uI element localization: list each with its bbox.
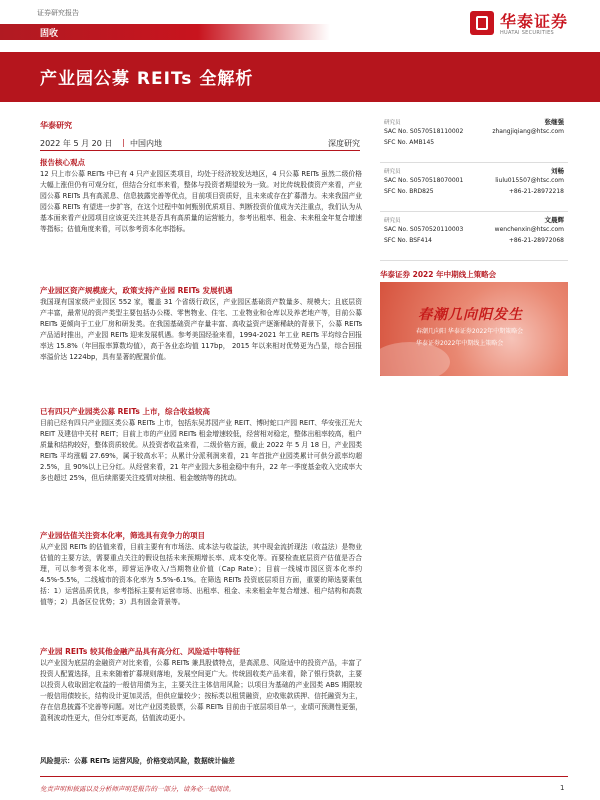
risk-warning: 风险提示：公募 REITs 运营风险，价格变动风险，数据统计偏差 bbox=[40, 757, 235, 765]
analyst-sac: SAC No. S0570520110003 bbox=[384, 226, 464, 233]
analyst-sfc: SFC No. BRD825 bbox=[384, 188, 434, 195]
huatai-logo bbox=[470, 8, 590, 42]
section-heading: 产业园估值关注资本化率，筛选具有竞争力的项目 bbox=[40, 531, 205, 540]
section-paragraph: 目前已经有四只产业园区类公募 REITs 上市，包括东吴苏园产业 REIT、博时蛇口产园 REIT、华安张江光大 REIT 及建信中关村 REIT；目前上市的产业园 REITs 租金增速较低，经营相对稳定，整体出租率较高，租户质量和结构较好，整体资质较优。从投资者收益来看，二级价格方面，截止 2022 年 5 月 18 日，产业园类 REITs 平均涨幅 27.69%，属于较高水平；从累计分派利润来看，21 年首批产业园类累计可供分派率均超 2.5%，且 90%以上已分红。从经营来看，21 年产业园大多租金稳中有升，22 年一季度基金收入完成率大多也超过 25%，但后续需要关注疫情对续租、租金缴纳等的扰动。 bbox=[40, 419, 362, 482]
analyst-card bbox=[380, 163, 568, 212]
section-paragraph: 我国现有国家级产业园区 552 家，覆盖 31 个省级行政区，产业园区基础资产数量多、规模大；且底层资产丰富，最常见的资产类型主要包括办公楼、零售物业、住宅、工业物业和仓库以及养老地产等，目前公募 REITs 更倾向于工业厂房和研发类。在我国基础资产存量丰富、高收益资产逐渐稀缺的背景下，公募 REITs 产品适时推出，产业园 REITs 迎来发展机遇。参考美国经验来看，1994-2021 年工业 REITs 平均综合回报率达 15.8%（年回报率算数均值），高于各业态均值 117bp， 2015 年以来相对优势更为凸显，综合回报率溢价达 1224bp，具有显著的配置价值。 bbox=[40, 298, 362, 361]
research-org: 华泰研究 bbox=[40, 121, 72, 130]
analyst-name: 刘畅 bbox=[551, 167, 564, 175]
report-date: 2022 年 5 月 20 日 bbox=[40, 139, 113, 148]
promo-subtitle: 春潮几向阳 华泰证券2022年中期策略会 bbox=[416, 328, 524, 335]
section-heading: 已有四只产业园类公募 REITs 上市，综合收益较高 bbox=[40, 407, 210, 416]
category-label: 固收 bbox=[40, 29, 59, 39]
footer-disclaimer: 免责声明和披露以及分析师声明是报告的一部分，请务必一起阅读。 bbox=[40, 785, 235, 793]
logo-english-name: HUATAI SECURITIES bbox=[500, 30, 554, 36]
analyst-card bbox=[380, 212, 568, 261]
analyst-email[interactable]: liulu015507@htsc.com bbox=[495, 177, 564, 184]
analyst-email[interactable]: zhangjiqiang@htsc.com bbox=[492, 128, 564, 135]
analyst-name: 张继强 bbox=[544, 118, 564, 126]
analyst-role: 研究员 bbox=[384, 218, 401, 224]
analyst-sac: SAC No. S0570518070001 bbox=[384, 177, 464, 184]
promo-subtitle: 华泰证券2022年中期线上策略会 bbox=[416, 340, 504, 347]
promo-title: 春潮几向阳发生 bbox=[418, 307, 523, 323]
section-paragraph: 12 只上市公募 REITs 中已有 4 只产业园区类项目，均处于经济较发达地区，4 只公募 REITs 虽然二级价格大幅上涨但仍有可观分红，但结合分红率来看，整体与投资者期望较为一致。对比传统股债资产来看，产业园公募 REITs 具有高派息、信息披露完善等优点，目前项目资质好，且未来或存在扩募潜力。未来我国产业园公募 REITs 有望进一步扩容，在这个过程中如何甄别优质项目、判断投资价值成为关注重点，我们认为从基本面来看产业园项目应该更关注其是否具有高质量的运营能力，参考出租率、租金、未来租金年复合增速等指标；估值角度来看，可以参考资本化率指标。 bbox=[40, 170, 362, 233]
analyst-phone: +86-21-28972068 bbox=[508, 237, 564, 244]
report-region: 中国内地 bbox=[130, 139, 162, 148]
promo-decoration bbox=[380, 342, 450, 376]
report-kind: 深度研究 bbox=[328, 139, 360, 148]
analyst-email[interactable]: wenchenxin@htsc.com bbox=[494, 226, 564, 233]
promo-banner[interactable] bbox=[380, 282, 568, 376]
analyst-sfc: SFC No. BSF414 bbox=[384, 237, 432, 244]
logo-chinese-name: 华泰证券 bbox=[500, 12, 569, 31]
report-title: 产业园公募 REITs 全解析 bbox=[40, 69, 254, 89]
page-number: 1 bbox=[560, 784, 565, 792]
analyst-sac: SAC No. S0570518110002 bbox=[384, 128, 464, 135]
date-separator: | bbox=[122, 138, 125, 147]
promo-heading: 华泰证券 2022 年中期线上策略会 bbox=[380, 270, 497, 279]
section-heading: 产业园 REITs 较其他金融产品具有高分红、风险适中等特征 bbox=[40, 647, 240, 656]
date-line bbox=[40, 136, 360, 151]
analyst-panel bbox=[380, 114, 568, 261]
section-paragraph: 以产业园为底层的金融资产对比来看，公募 REITs 兼具股债特点，是高派息、风险适中的投资产品，丰富了投资人配置选择，且未来随着扩募规则落地，发展空间更广大。传统固收类产品来看，除了银行贷款，主要以投资人收取固定收益的一般信用债为主，主要关注主体信用风险；以项目为基础的产业园类 ABS 期限较一般信用债较长，结构设计更加灵活，但供应量较少；按标类以租赁融资，应收账款质押、信托融资为主，存在信息披露不完善等问题。对比产业园类股票，公募 REITs 目前由于底层项目单一，业绩可预测性更强，盈利波动性更大，但分红率更高，估值波动更小。 bbox=[40, 659, 362, 722]
report-type-label: 证券研究报告 bbox=[37, 9, 79, 17]
logo-icon bbox=[470, 11, 494, 35]
section-heading: 产业园区资产规模庞大，政策支持产业园 REITs 发展机遇 bbox=[40, 286, 233, 295]
section-paragraph: 从产业园 REITs 的估值来看，目前主要有有市场法、成本法与收益法，其中现金流折现法（收益法）是物业估值的主要方法，需要重点关注的假设包括未来预期增长率、成本变化等。而要检查底层资产估值是否合理，可以参考资本化率，即营运净收入/当期物业价值（Cap Rate）；目前一线城市园区资本化率约 4.5%-5.5%，二线城市的资本化率为 5.5%-6.1%。在筛选 REITs 投资底层项目方面，重要的筛选要素包括：1）运营品质优良，参考指标主要有运营市场、出租率、租金、未来租金年复合增速、租户结构和高数值等；2）具备区位优势；3）具有固金背景等。 bbox=[40, 543, 362, 606]
analyst-sfc: SFC No. AMB145 bbox=[384, 139, 435, 146]
analyst-role: 研究员 bbox=[384, 169, 401, 175]
analyst-phone: +86-21-28972218 bbox=[508, 188, 564, 195]
analyst-card bbox=[380, 114, 568, 163]
footer-divider bbox=[40, 776, 568, 777]
section-heading: 报告核心观点 bbox=[40, 158, 85, 167]
analyst-name: 文晨辉 bbox=[544, 216, 564, 224]
analyst-role: 研究员 bbox=[384, 120, 401, 126]
